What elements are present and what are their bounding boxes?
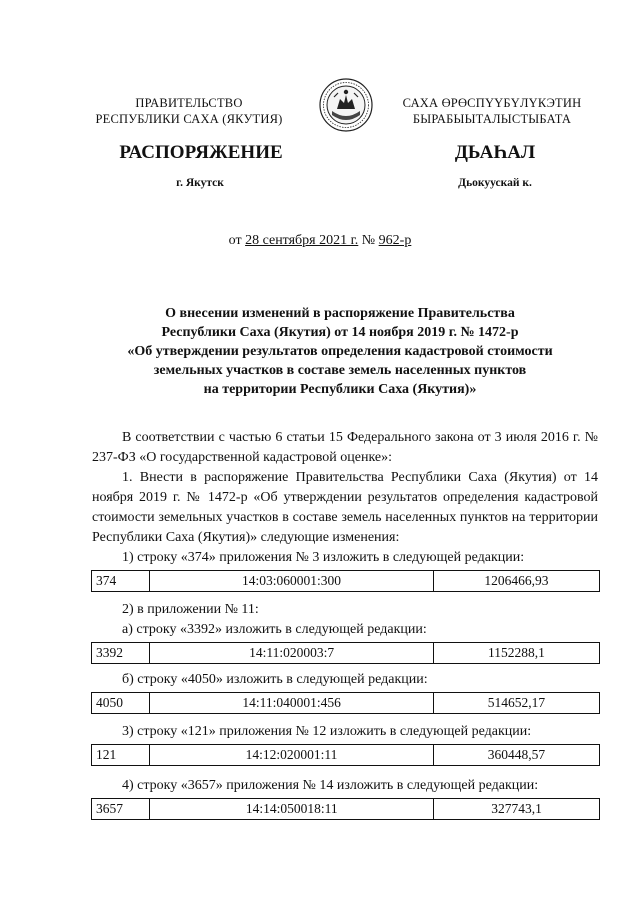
coat-of-arms-icon	[318, 77, 374, 133]
doc-type-ru: РАСПОРЯЖЕНИЕ	[119, 142, 283, 163]
document-date: 28 сентября 2021 г.	[245, 233, 359, 248]
subitem-2b: б) строку «4050» изложить в следующей редакции:	[122, 672, 428, 687]
title-line: «Об утверждении результатов определения кадастровой стоимости	[127, 344, 553, 359]
subitem-4: 4) строку «3657» приложения № 14 изложить в следующей редакции:	[122, 778, 539, 793]
date-line	[0, 233, 640, 249]
title-line: земельных участков в составе земель населенных пунктов	[153, 363, 527, 378]
document-title	[80, 304, 600, 399]
subitem-1: 1) строку «374» приложения № 3 изложить в следующей редакции:	[122, 550, 525, 565]
title-line: Республики Саха (Якутия) от 14 ноября 2019 г. № 1472-р	[161, 325, 519, 340]
table-row	[91, 642, 600, 664]
title-line: О внесении изменений в распоряжение Правительства	[165, 306, 515, 321]
table-row	[91, 798, 600, 820]
preamble-paragraph: В соответствии с частью 6 статьи 15 Федерального закона от 3 июля 2016 г. № 237-ФЗ «О государственной кадастровой оценке»:	[92, 430, 598, 465]
row-number: 374	[92, 571, 150, 592]
table-row	[91, 692, 600, 714]
cadastral-number: 14:11:040001:456	[150, 693, 434, 714]
subitem-2a: а) строку «3392» изложить в следующей редакции:	[122, 622, 427, 637]
cadastral-number: 14:03:060001:300	[150, 571, 434, 592]
cadastral-value: 1152288,1	[433, 643, 599, 664]
table-row	[91, 570, 600, 592]
doc-type-yakut: ДЬАҺАЛ	[454, 142, 536, 163]
date-prefix: от	[228, 233, 242, 248]
cadastral-number: 14:14:050018:11	[150, 799, 434, 820]
cadastral-value: 1206466,93	[433, 571, 599, 592]
document-number: 962-р	[378, 233, 412, 248]
government-label-yakut: САХА ӨРӨСПҮҮБҮЛҮКЭТИН	[402, 96, 582, 110]
title-line: на территории Республики Саха (Якутия)»	[203, 382, 477, 397]
row-number: 121	[92, 745, 150, 766]
cadastral-value: 514652,17	[433, 693, 599, 714]
subitem-2: 2) в приложении № 11:	[122, 602, 259, 617]
header-right	[392, 95, 592, 127]
table-row	[91, 744, 600, 766]
number-sign: №	[361, 233, 376, 248]
government-label: ПРАВИТЕЛЬСТВО	[135, 96, 243, 110]
cadastral-number: 14:12:020001:11	[150, 745, 434, 766]
row-number: 3657	[92, 799, 150, 820]
republic-label-yakut: БЫРАБЫЫТАЛЫСТЫБАТА	[412, 112, 572, 126]
republic-label: РЕСПУБЛИКИ САХА (ЯКУТИЯ)	[95, 112, 283, 126]
header-left	[84, 95, 294, 127]
cadastral-number: 14:11:020003:7	[150, 643, 434, 664]
row-number: 3392	[92, 643, 150, 664]
row-number: 4050	[92, 693, 150, 714]
subitem-3: 3) строку «121» приложения № 12 изложить в следующей редакции:	[122, 724, 532, 739]
cadastral-value: 327743,1	[434, 799, 600, 820]
item-1-paragraph: 1. Внести в распоряжение Правительства Республики Саха (Якутия) от 14 ноября 2019 г. № 1472-р «Об утверждении результатов определения кадастровой стоимости земельных участков в составе земель населенных пунктов на территории Республики Саха (Якутия)» следующие изменения:	[92, 470, 598, 545]
cadastral-value: 360448,57	[433, 745, 599, 766]
city-yakut: Дьокуускай к.	[458, 177, 532, 189]
city-ru: г. Якутск	[176, 177, 224, 189]
